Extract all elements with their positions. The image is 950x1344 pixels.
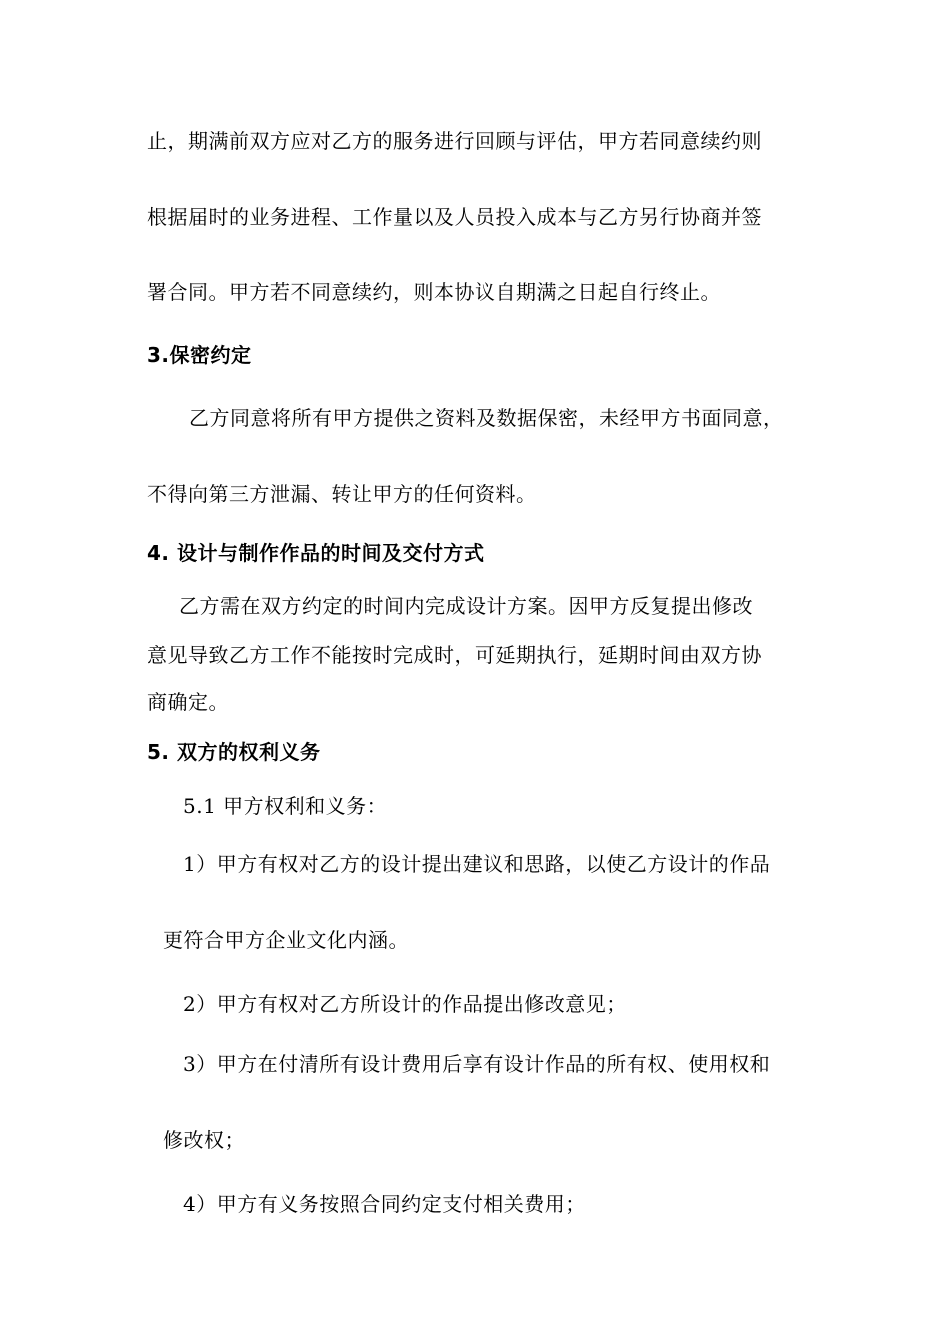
section-heading-rights: 5. 双方的权利义务	[147, 740, 321, 764]
list-item-continuation: 更符合甲方企业文化内涵。	[163, 928, 409, 952]
paragraph-line: 止，期满前双方应对乙方的服务进行回顾与评估，甲方若同意续约则	[147, 129, 762, 153]
subsection-heading: 5.1 甲方权利和义务：	[183, 794, 388, 818]
list-item-continuation: 修改权；	[163, 1128, 245, 1152]
paragraph-line: 乙方同意将所有甲方提供之资料及数据保密，未经甲方书面同意，	[189, 406, 784, 430]
list-item: 2）甲方有权对乙方所设计的作品提出修改意见；	[183, 992, 627, 1016]
paragraph-line: 署合同。甲方若不同意续约，则本协议自期满之日起自行终止。	[147, 280, 721, 304]
list-item: 1）甲方有权对乙方的设计提出建议和思路，以使乙方设计的作品	[183, 852, 771, 876]
paragraph-line: 乙方需在双方约定的时间内完成设计方案。因甲方反复提出修改	[179, 594, 753, 618]
list-item: 4）甲方有义务按照合同约定支付相关费用；	[183, 1192, 586, 1216]
section-heading-confidentiality: 3.保密约定	[147, 343, 252, 367]
list-item: 3）甲方在付清所有设计费用后享有设计作品的所有权、使用权和	[183, 1052, 771, 1076]
paragraph-line: 商确定。	[147, 690, 229, 714]
paragraph-line: 意见导致乙方工作不能按时完成时，可延期执行，延期时间由双方协	[147, 643, 762, 667]
paragraph-line: 根据届时的业务进程、工作量以及人员投入成本与乙方另行协商并签	[147, 205, 762, 229]
paragraph-line: 不得向第三方泄漏、转让甲方的任何资料。	[147, 482, 537, 506]
section-heading-delivery: 4. 设计与制作作品的时间及交付方式	[147, 541, 485, 565]
